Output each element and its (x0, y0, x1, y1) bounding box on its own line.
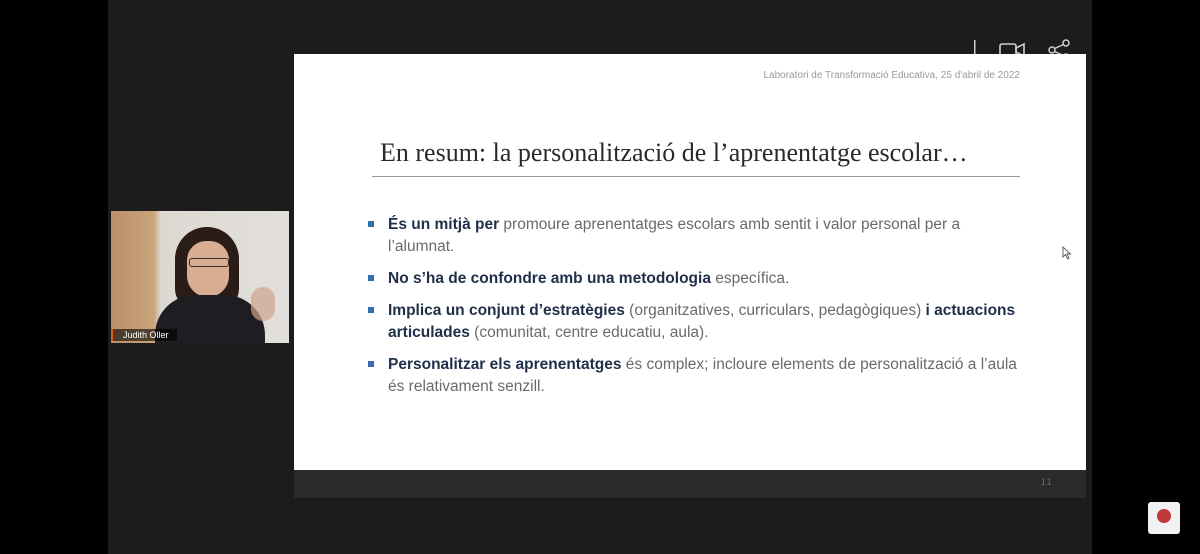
bullet-text: (organitzatives, curriculars, pedagògiques) (624, 302, 926, 319)
logo-emblem (1157, 509, 1171, 523)
slide-controls-bar[interactable] (294, 470, 1086, 498)
title-divider (372, 176, 1020, 177)
bullet-text: promoure aprenentatges escolars amb sentit i valor personal per a l’alumnat. (388, 216, 961, 255)
participant-glasses (189, 258, 229, 267)
participant-hand (251, 287, 275, 321)
square-bullet-icon (368, 361, 374, 367)
bullet-bold-text: Implica un conjunt d’estratègies (388, 302, 625, 319)
bullet-text: específica. (710, 270, 790, 287)
slide-title: En resum: la personalització de l’aprenentatge escolar… (380, 138, 968, 167)
bullet-item (366, 268, 1026, 290)
bullet-item (366, 214, 1026, 258)
participant-video-tile[interactable] (111, 211, 289, 343)
bullet-bold-text: Personalitzar els aprenentatges (388, 356, 622, 373)
bullet-bold-text: No s’ha de confondre amb una metodologia (388, 270, 711, 287)
square-bullet-icon (368, 221, 374, 227)
participant-face (187, 241, 229, 297)
bullet-text: (comunitat, centre educatiu, aula). (469, 324, 709, 341)
participant-name-label: Judith Oller (111, 329, 177, 341)
square-bullet-icon (368, 275, 374, 281)
bullet-bold-text: i actuacions articulades (388, 302, 1016, 341)
channel-logo-icon (1148, 502, 1180, 534)
square-bullet-icon (368, 307, 374, 313)
bullet-item (366, 354, 1026, 398)
bullet-item (366, 300, 1026, 344)
bullet-bold-text: És un mitjà per (388, 216, 500, 233)
bullet-text: és complex; incloure elements de personalització a l’aula és relativament senzill. (388, 356, 1017, 395)
presentation-slide (294, 54, 1086, 470)
bullet-list (366, 214, 1026, 408)
slide-page-number: 11 (1040, 478, 1052, 488)
mouse-pointer-icon (1062, 246, 1072, 263)
slide-header: Laboratori de Transformació Educativa, 25 d'abril de 2022 (763, 70, 1020, 81)
